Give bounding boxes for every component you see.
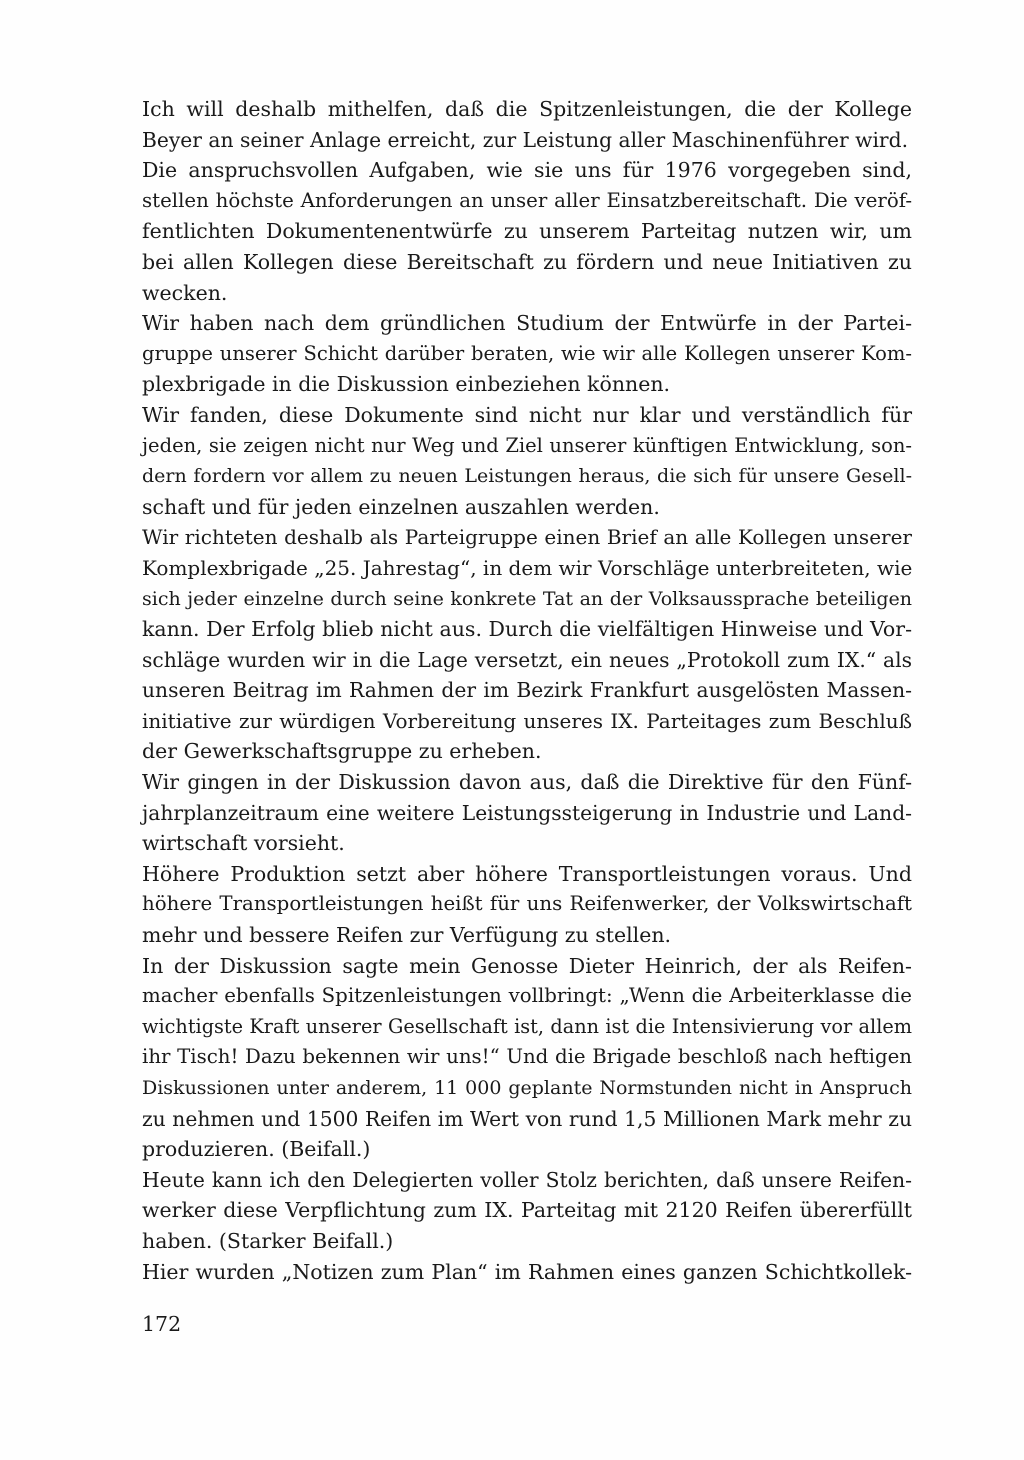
text-line: initiative zur würdigen Vorbereitung unseres IX. Parteitages zum Beschluß — [142, 708, 912, 733]
text-line: wecken. — [142, 280, 228, 305]
text-line: Hier wurden „Notizen zum Plan“ im Rahmen eines ganzen Schichtkollek- — [142, 1259, 912, 1284]
text-line: jeden, sie zeigen nicht nur Weg und Ziel unserer künftigen Entwicklung, son- — [142, 433, 912, 457]
text-line: Wir haben nach dem gründlichen Studium der Entwürfe in der Partei- — [142, 311, 912, 336]
text-line: In der Diskussion sagte mein Genosse Dieter Heinrich, der als Reifen- — [142, 953, 912, 978]
text-line: unseren Beitrag im Rahmen der im Bezirk Frankfurt ausgelösten Massen- — [142, 678, 912, 703]
text-line: Diskussionen unter anderem, 11 000 geplante Normstunden nicht in Anspruch — [142, 1077, 912, 1099]
page-number: 172 — [142, 1312, 182, 1336]
text-line: produzieren. (Beifall.) — [142, 1137, 371, 1162]
text-line: haben. (Starker Beifall.) — [142, 1228, 394, 1253]
text-line: dern fordern vor allem zu neuen Leistungen heraus, die sich für unsere Gesell- — [142, 465, 912, 488]
text-line: gruppe unserer Schicht darüber beraten, wie wir alle Kollegen unserer Kom- — [142, 341, 912, 365]
text-line: mehr und bessere Reifen zur Verfügung zu stellen. — [142, 923, 672, 948]
text-line: Komplexbrigade „25. Jahrestag“, in dem wir Vorschläge unterbreiteten, wie — [142, 555, 913, 580]
text-line: macher ebenfalls Spitzenleistungen vollbringt: „Wenn die Arbeiterklasse die — [142, 984, 912, 1008]
text-line: Wir richteten deshalb als Parteigruppe einen Brief an alle Kollegen unserer — [142, 525, 912, 550]
text-line: wichtigste Kraft unserer Gesellschaft ist, dann ist die Intensivierung vor allem — [142, 1014, 912, 1038]
text-line: jahrplanzeitraum eine weitere Leistungssteigerung in Industrie und Land- — [142, 800, 912, 825]
text-line: ihr Tisch! Dazu bekennen wir uns!“ Und die Brigade beschloß nach heftigen — [142, 1045, 912, 1069]
text-line: Beyer an seiner Anlage erreicht, zur Leistung aller Maschinenführer wird. — [142, 127, 908, 152]
text-line: sich jeder einzelne durch seine konkrete Tat an der Volksaussprache beteiligen — [142, 587, 912, 610]
body-text — [142, 94, 912, 1287]
text-line: Höhere Produktion setzt aber höhere Transportleistungen voraus. Und — [142, 861, 912, 886]
text-line: schläge wurden wir in die Lage versetzt, ein neues „Protokoll zum IX.“ als — [142, 647, 912, 672]
text-line: zu nehmen und 1500 Reifen im Wert von rund 1,5 Millionen Mark mehr zu — [142, 1106, 912, 1131]
text-line: fentlichten Dokumentenentwürfe zu unserem Parteitag nutzen wir, um — [142, 219, 912, 244]
text-line: Ich will deshalb mithelfen, daß die Spitzenleistungen, die der Kollege — [142, 97, 912, 121]
text-line: schaft und für jeden einzelnen auszahlen werden. — [142, 494, 660, 519]
text-line: bei allen Kollegen diese Bereitschaft zu fördern und neue Initiativen zu — [142, 249, 912, 274]
text-line: der Gewerkschaftsgruppe zu erheben. — [142, 739, 542, 764]
text-line: wirtschaft vorsieht. — [142, 831, 345, 856]
text-line: Die anspruchsvollen Aufgaben, wie sie uns für 1976 vorgegeben sind, — [142, 158, 912, 183]
text-line: stellen höchste Anforderungen an unser aller Einsatzbereitschaft. Die veröf- — [142, 188, 912, 212]
text-line: plexbrigade in die Diskussion einbeziehen können. — [142, 372, 671, 397]
text-line: Wir gingen in der Diskussion davon aus, daß die Direktive für den Fünf- — [142, 770, 912, 795]
text-line: kann. Der Erfolg blieb nicht aus. Durch die vielfältigen Hinweise und Vor- — [142, 617, 912, 642]
text-line: höhere Transportleistungen heißt für uns Reifenwerker, der Volkswirtschaft — [142, 892, 912, 916]
text-line: Wir fanden, diese Dokumente sind nicht nur klar und verständlich für — [142, 402, 912, 427]
text-line: Heute kann ich den Delegierten voller Stolz berichten, daß unsere Reifen- — [142, 1167, 912, 1192]
text-line: werker diese Verpflichtung zum IX. Parteitag mit 2120 Reifen übererfüllt — [142, 1198, 912, 1223]
